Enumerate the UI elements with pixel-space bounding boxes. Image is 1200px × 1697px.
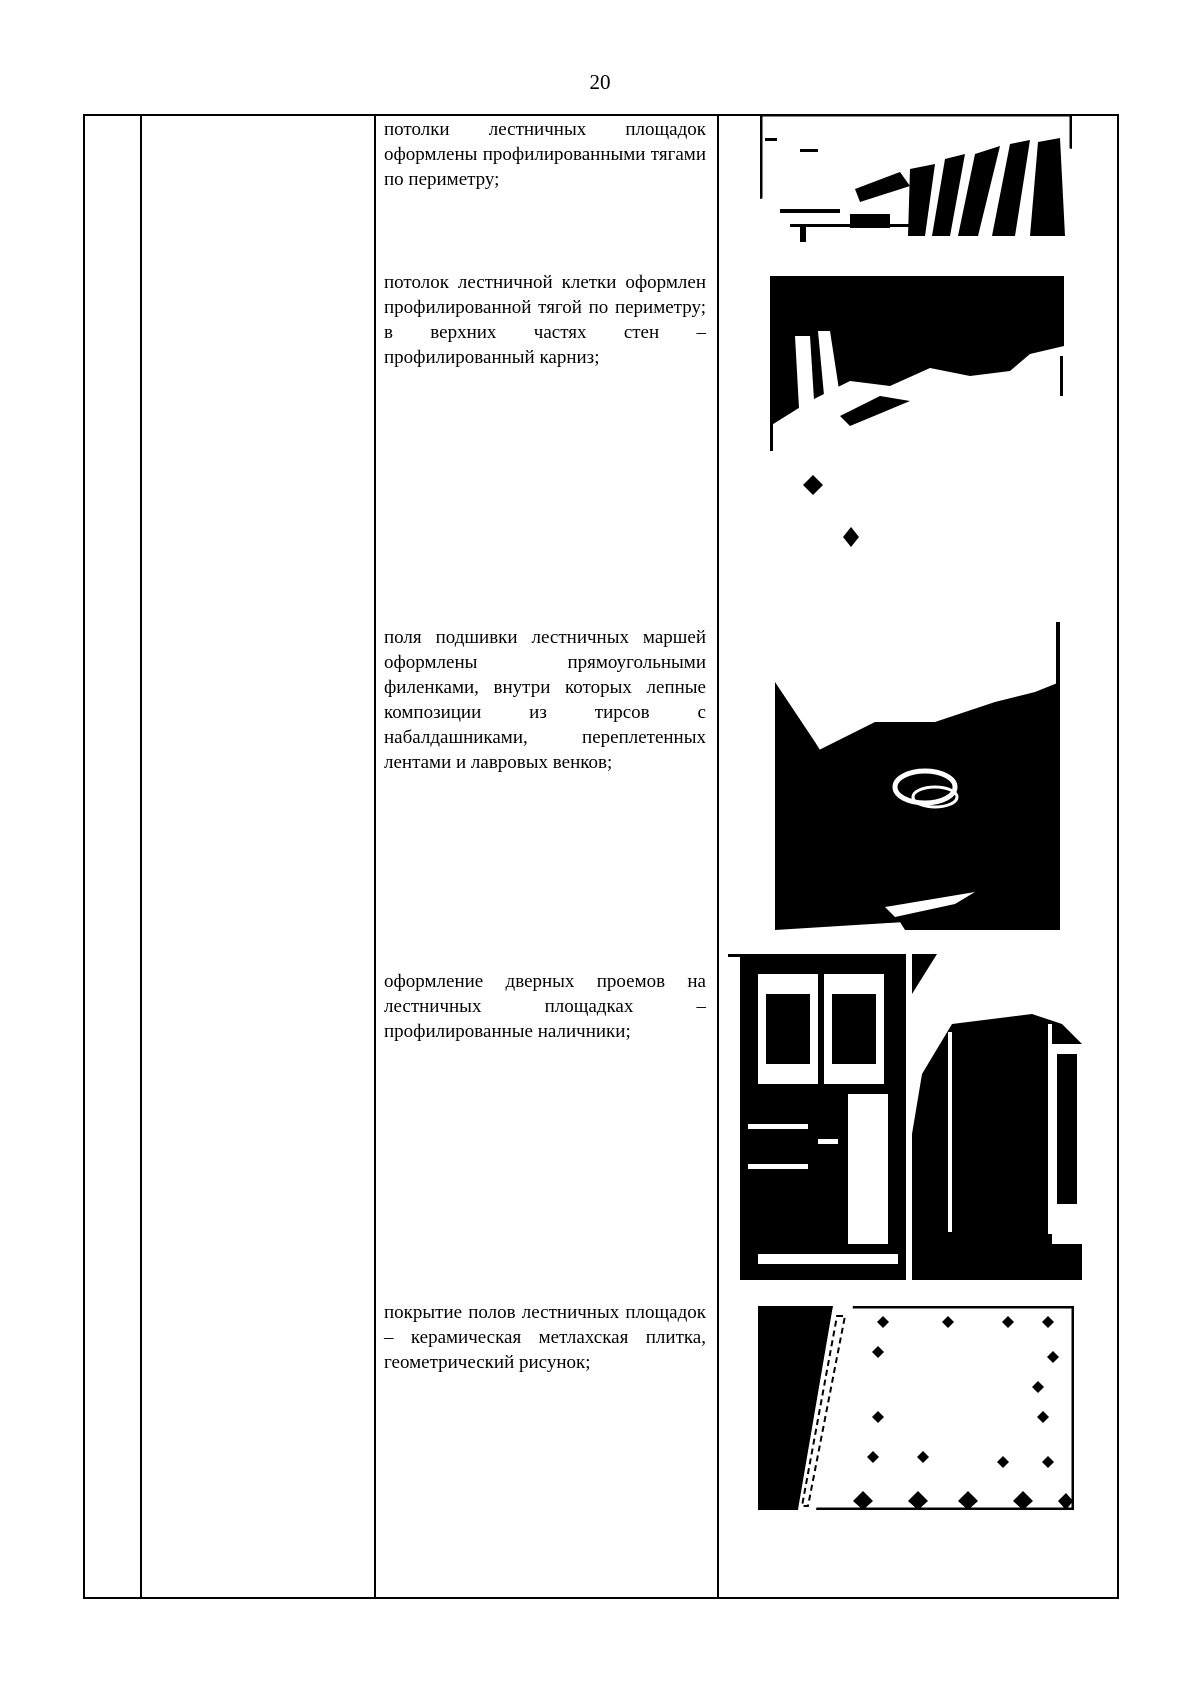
stair-soffit-stucco-photo — [775, 622, 1060, 930]
page-number: 20 — [589, 70, 611, 94]
stairwell-cornice-photo — [770, 276, 1064, 451]
element-description: потолки лестничных площадок оформлены профилированными тягами по периметру; — [384, 119, 706, 190]
column-divider-3 — [717, 116, 719, 1597]
element-description: потолок лестничной клетки оформлен профилированной тягой по периметру; в верхних частях стен – профилированный карниз; — [384, 272, 706, 368]
stucco-fragment-icon — [802, 474, 824, 496]
stucco-fragment-icon — [842, 526, 860, 548]
element-description: оформление дверных проемов на лестничных площадках – профилированные наличники; — [384, 971, 706, 1042]
element-description: поля подшивки лестничных маршей оформлены прямоугольными филенками, внутри которых лепные композиции из тирсов с набалдашниками, переплетенных лентами и лавровых венков; — [384, 627, 706, 773]
element-description: покрытие полов лестничных площадок – керамическая метлахская плитка, геометрический рисунок; — [384, 1302, 706, 1373]
metlakh-tile-floor-photo — [758, 1306, 1074, 1510]
column-divider-2 — [374, 116, 376, 1597]
ceiling-profiled-moulding-photo — [760, 114, 1072, 244]
door-casing-photo — [728, 954, 906, 1280]
door-casing-photo — [912, 954, 1082, 1280]
column-divider-1 — [140, 116, 142, 1597]
